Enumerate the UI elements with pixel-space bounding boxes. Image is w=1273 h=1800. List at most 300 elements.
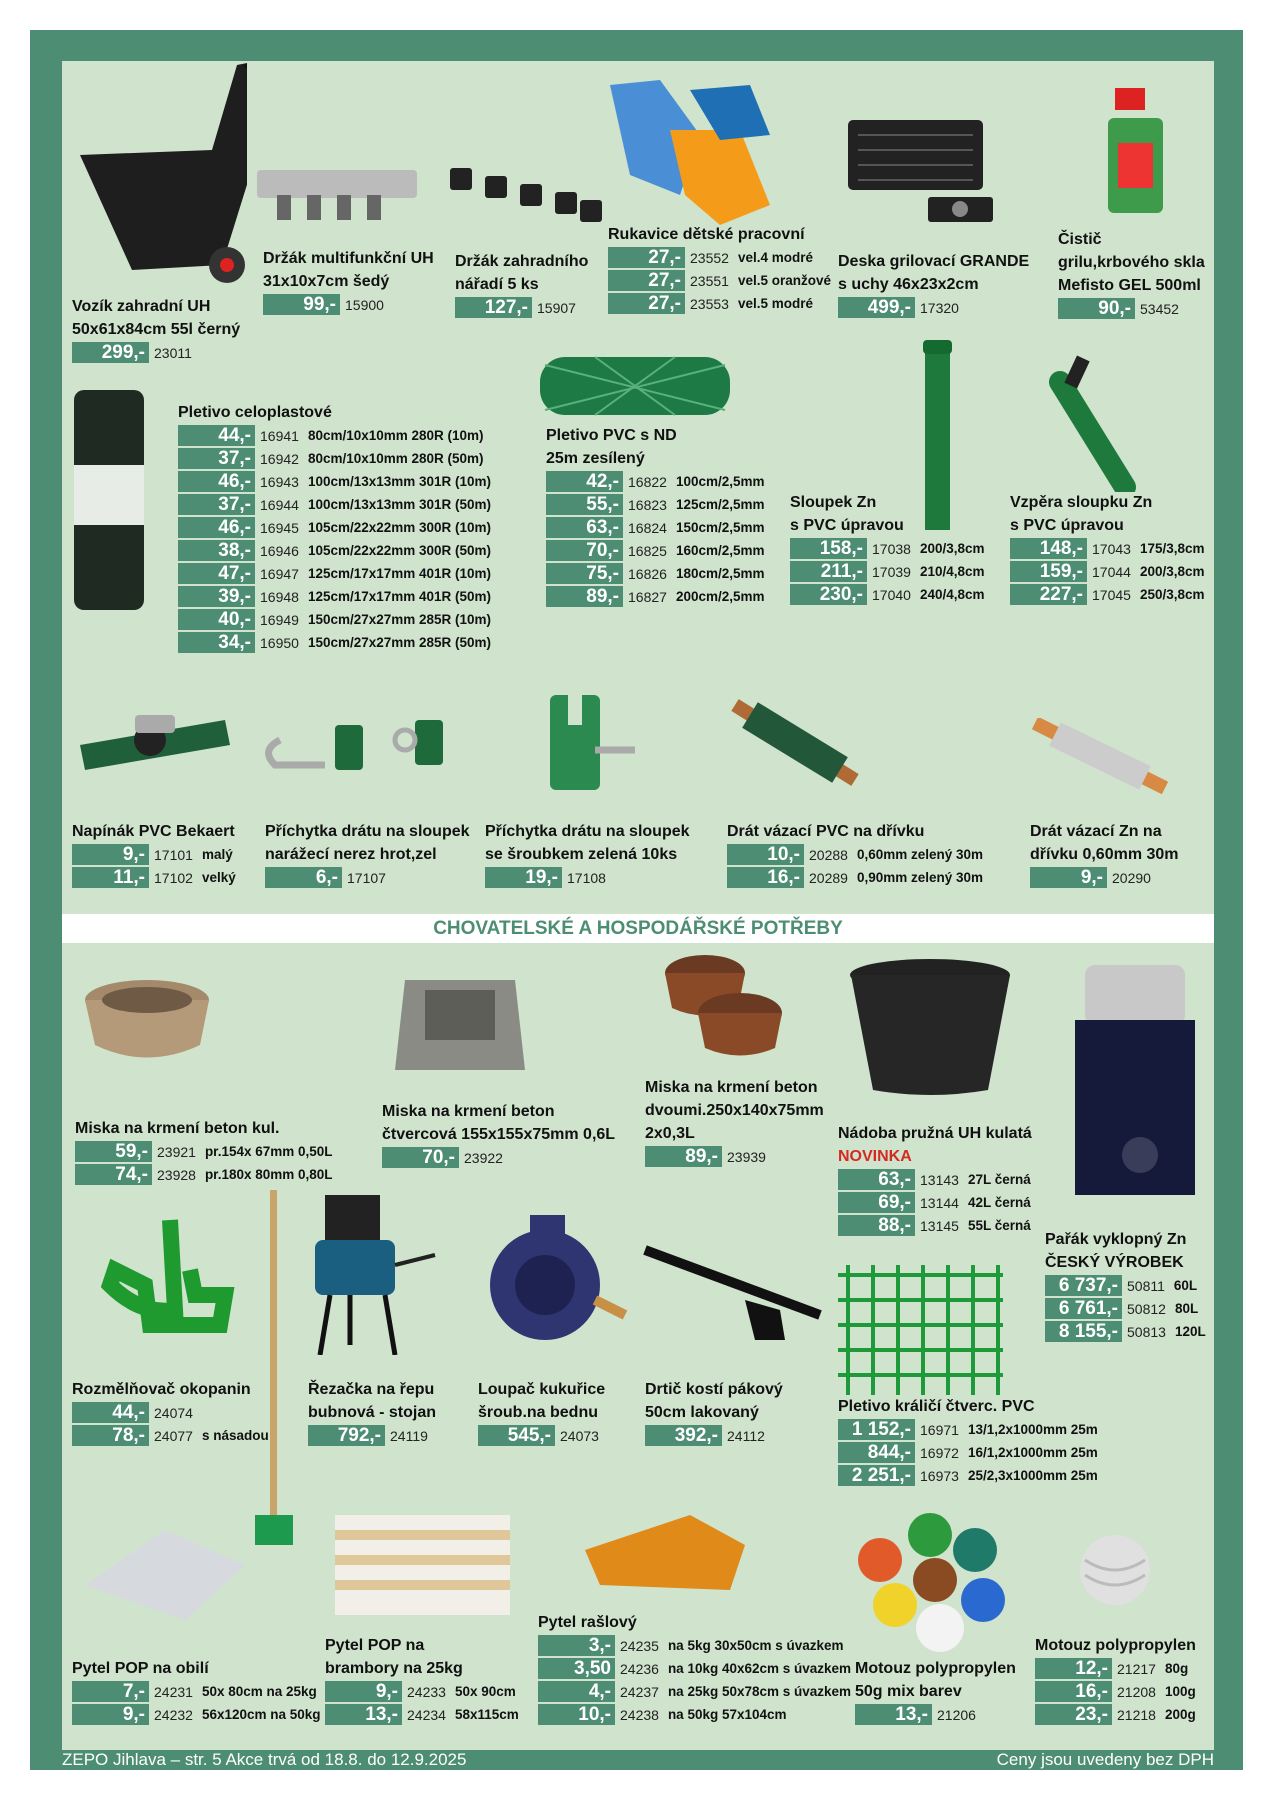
product-masher — [72, 1378, 269, 1447]
cleaner-bottle-image — [1100, 88, 1175, 218]
price-badge: 99,- — [263, 294, 340, 315]
masher-image — [100, 1215, 235, 1360]
grill-plate-image — [838, 105, 1003, 225]
variant-description: velký — [201, 870, 236, 885]
variant-description: 0,60mm zelený 30m — [856, 847, 984, 862]
product-name-line: Nádoba pružná UH kulatá — [838, 1125, 1032, 1142]
price-row — [838, 1214, 1032, 1237]
rabbit-mesh-image — [838, 1265, 1003, 1395]
product-potato-sack — [325, 1634, 519, 1726]
product-code: 24119 — [390, 1427, 428, 1444]
variant-description: 150cm/27x27mm 285R (10m) — [307, 612, 492, 627]
plastic-mesh-roll-image — [72, 390, 147, 610]
product-name-line: Držák zahradního — [455, 253, 589, 270]
price-row — [178, 424, 491, 447]
price-badge: 27,- — [608, 293, 685, 314]
product-name-line: Drtič kostí pákový — [645, 1381, 783, 1398]
product-code: 16971 — [920, 1421, 959, 1438]
price-badge: 74,- — [75, 1164, 152, 1185]
handle-image — [250, 1190, 300, 1555]
price-badge: 27,- — [608, 247, 685, 268]
product-name-line: Vzpěra sloupku Zn — [1010, 494, 1153, 511]
price-badge: 6 737,- — [1045, 1275, 1122, 1296]
product-code: 16947 — [260, 565, 299, 582]
price-row — [838, 1441, 1098, 1464]
price-badge: 70,- — [382, 1147, 459, 1168]
price-row — [72, 341, 240, 364]
product-code: 17043 — [1092, 540, 1131, 557]
product-code: 16972 — [920, 1444, 959, 1461]
price-row — [790, 537, 985, 560]
product-code: 20289 — [809, 869, 848, 886]
product-code: 16949 — [260, 611, 299, 628]
variant-description: 56x120cm na 50kg — [201, 1707, 321, 1722]
price-badge: 16,- — [1035, 1681, 1112, 1702]
price-row — [178, 608, 491, 631]
product-name-line: Sloupek Zn — [790, 494, 877, 511]
price-badge: 47,- — [178, 563, 255, 584]
variant-description: 125cm/17x17mm 401R (10m) — [307, 566, 492, 581]
price-badge: 1 152,- — [838, 1419, 915, 1440]
product-code: 16943 — [260, 473, 299, 490]
price-row — [546, 539, 765, 562]
product-name-line: Pletivo celoplastové — [178, 404, 332, 421]
price-badge: 44,- — [178, 425, 255, 446]
price-badge: 27,- — [608, 270, 685, 291]
product-code: 21218 — [1117, 1706, 1156, 1723]
product-name-line: čtvercová 155x155x75mm 0,6L — [382, 1126, 616, 1143]
product-code: 16973 — [920, 1467, 959, 1484]
variant-description: 160cm/2,5mm — [675, 543, 765, 558]
product-code: 16826 — [628, 565, 667, 582]
variant-description: 125cm/17x17mm 401R (50m) — [307, 589, 492, 604]
price-row — [485, 866, 690, 889]
price-row — [1010, 583, 1205, 606]
product-steamer — [1045, 1228, 1206, 1343]
price-badge: 78,- — [72, 1425, 149, 1446]
garden-cart-image — [72, 55, 247, 295]
product-name-line: Deska grilovací GRANDE — [838, 253, 1030, 270]
price-badge: 9,- — [72, 844, 149, 865]
price-badge: 16,- — [727, 867, 804, 888]
variant-description: 25/2,3x1000mm 25m — [967, 1468, 1098, 1483]
price-row — [1035, 1703, 1196, 1726]
product-code: 23552 — [690, 249, 729, 266]
variant-description: na 25kg 50x78cm s úvazkem — [667, 1684, 852, 1699]
square-bowl-image — [395, 975, 530, 1075]
variant-description: malý — [201, 847, 233, 862]
product-code: 23553 — [690, 295, 729, 312]
price-badge: 7,- — [72, 1681, 149, 1702]
product-name-line: Drát vázací PVC na dřívku — [727, 823, 925, 840]
product-pvc-wire — [727, 820, 983, 889]
variant-description: 200cm/2,5mm — [675, 589, 765, 604]
price-row — [1045, 1297, 1206, 1320]
price-badge: 63,- — [838, 1169, 915, 1190]
variant-description: 55L černá — [967, 1218, 1031, 1233]
price-row — [538, 1657, 851, 1680]
variant-description: 80cm/10x10mm 280R (10m) — [307, 428, 484, 443]
product-code: 21208 — [1117, 1683, 1156, 1700]
price-badge: 88,- — [838, 1215, 915, 1236]
product-name-line: Miska na krmení beton — [645, 1079, 818, 1096]
product-multi-holder — [263, 247, 434, 316]
price-badge: 69,- — [838, 1192, 915, 1213]
price-row — [838, 296, 1029, 319]
product-name-line: Vozík zahradní UH — [72, 298, 211, 315]
price-badge: 19,- — [485, 867, 562, 888]
product-name-line: Loupač kukuřice — [478, 1381, 606, 1398]
spike-clips-image — [255, 710, 465, 790]
section-heading: CHOVATELSKÉ A HOSPODÁŘSKÉ POTŘEBY — [62, 914, 1214, 943]
price-row — [645, 1424, 783, 1447]
product-code: 13145 — [920, 1217, 959, 1234]
grain-sack-image — [75, 1525, 255, 1625]
variant-description: vel.5 oranžové — [737, 273, 831, 288]
price-row — [1030, 866, 1179, 889]
product-name-line: nářadí 5 ks — [455, 276, 539, 293]
price-row — [478, 1424, 608, 1447]
product-name-line: Čistič — [1058, 231, 1102, 248]
new-badge: NOVINKA — [838, 1148, 912, 1165]
product-code: 24235 — [620, 1637, 659, 1654]
price-row — [72, 1401, 269, 1424]
price-badge: 39,- — [178, 586, 255, 607]
price-badge: 11,- — [72, 867, 149, 888]
product-code: 17107 — [347, 869, 386, 886]
twine-image — [1075, 1530, 1155, 1610]
double-bowl-image — [660, 948, 790, 1063]
product-code: 24232 — [154, 1706, 193, 1723]
price-row — [790, 560, 985, 583]
net-sack-image — [580, 1510, 750, 1595]
product-name-line: 25m zesílený — [546, 450, 645, 467]
product-name-line: Napínák PVC Bekaert — [72, 823, 235, 840]
variant-description: 180cm/2,5mm — [675, 566, 765, 581]
price-badge: 37,- — [178, 448, 255, 469]
round-bowl-image — [80, 975, 215, 1065]
price-badge: 23,- — [1035, 1704, 1112, 1725]
price-badge: 159,- — [1010, 561, 1087, 582]
footer — [62, 1750, 1214, 1770]
product-name-line: Pařák vyklopný Zn — [1045, 1231, 1187, 1248]
price-badge: 37,- — [178, 494, 255, 515]
price-badge: 148,- — [1010, 538, 1087, 559]
product-name-line: 31x10x7cm šedý — [263, 273, 390, 290]
product-name-line: brambory na 25kg — [325, 1660, 463, 1677]
product-code: 24073 — [560, 1427, 599, 1444]
corn-sheller-image — [480, 1210, 630, 1360]
variant-description: 58x115cm — [454, 1707, 519, 1722]
product-code: 17045 — [1092, 586, 1131, 603]
variant-description: 80cm/10x10mm 280R (50m) — [307, 451, 484, 466]
product-name-line: 50cm lakovaný — [645, 1404, 759, 1421]
variant-description: 105cm/22x22mm 300R (10m) — [307, 520, 492, 535]
price-badge: 127,- — [455, 297, 532, 318]
product-tool-holder — [455, 250, 588, 319]
price-badge: 9,- — [72, 1704, 149, 1725]
product-code: 50812 — [1127, 1300, 1166, 1317]
price-badge: 46,- — [178, 471, 255, 492]
product-code: 17038 — [872, 540, 911, 557]
price-row — [608, 269, 831, 292]
product-code: 20290 — [1112, 869, 1151, 886]
product-name-line: Pytel POP na obilí — [72, 1660, 209, 1677]
price-badge: 55,- — [546, 494, 623, 515]
product-name-line: Mefisto GEL 500ml — [1058, 277, 1201, 294]
price-row — [1045, 1274, 1206, 1297]
price-badge: 211,- — [790, 561, 867, 582]
product-double-bowl — [645, 1076, 824, 1168]
product-flexible-tub — [838, 1122, 1032, 1237]
product-name-line: Pytel rašlový — [538, 1614, 637, 1631]
product-name-line: Držák multifunkční UH — [263, 250, 434, 267]
flexible-tub-image — [843, 955, 1018, 1100]
price-row — [1058, 297, 1205, 320]
product-code: 17044 — [1092, 563, 1131, 580]
price-badge: 844,- — [838, 1442, 915, 1463]
price-badge: 227,- — [1010, 584, 1087, 605]
product-tensioner — [72, 820, 236, 889]
price-badge: 63,- — [546, 517, 623, 538]
variant-description: 200/3,8cm — [1139, 564, 1205, 579]
variant-description: vel.5 modré — [737, 296, 813, 311]
product-plastic-mesh — [178, 401, 491, 654]
price-row — [72, 1424, 269, 1447]
price-badge: 38,- — [178, 540, 255, 561]
product-code: 53452 — [1140, 300, 1179, 317]
price-row — [538, 1703, 851, 1726]
pvc-wire-image — [725, 695, 870, 795]
price-badge: 90,- — [1058, 298, 1135, 319]
product-name-line: Pletivo PVC s ND — [546, 427, 677, 444]
price-badge: 499,- — [838, 297, 915, 318]
variant-description: 250/3,8cm — [1139, 587, 1205, 602]
product-code: 16946 — [260, 542, 299, 559]
product-name-line: 2x0,3L — [645, 1125, 695, 1142]
product-code: 16824 — [628, 519, 667, 536]
product-pvc-mesh — [546, 424, 765, 608]
product-code: 15907 — [537, 299, 576, 316]
price-row — [178, 447, 491, 470]
price-badge: 4,- — [538, 1681, 615, 1702]
variant-description: 150cm/27x27mm 285R (50m) — [307, 635, 492, 650]
price-row — [546, 470, 765, 493]
product-code: 24074 — [154, 1404, 193, 1421]
product-name-line: Miska na krmení beton kul. — [75, 1120, 280, 1137]
price-badge: 299,- — [72, 342, 149, 363]
price-row — [75, 1140, 333, 1163]
price-row — [72, 866, 236, 889]
price-row — [75, 1163, 333, 1186]
product-code: 50813 — [1127, 1323, 1166, 1340]
product-spike-clip — [265, 820, 470, 889]
product-zinc-wire — [1030, 820, 1179, 889]
product-square-bowl — [382, 1100, 615, 1169]
product-name-line: dvoumi.250x140x75mm — [645, 1102, 824, 1119]
price-row — [178, 470, 491, 493]
price-badge: 89,- — [546, 586, 623, 607]
product-code: 24231 — [154, 1683, 193, 1700]
product-code: 16942 — [260, 450, 299, 467]
price-badge: 10,- — [538, 1704, 615, 1725]
variant-description: 100cm/13x13mm 301R (50m) — [307, 497, 492, 512]
price-badge: 89,- — [645, 1146, 722, 1167]
product-name-line: Drát vázací Zn na — [1030, 823, 1162, 840]
product-code: 17108 — [567, 869, 606, 886]
product-code: 24234 — [407, 1706, 446, 1723]
product-code: 16822 — [628, 473, 667, 490]
variant-description: 200/3,8cm — [919, 541, 985, 556]
price-badge: 3,- — [538, 1635, 615, 1656]
product-code: 16945 — [260, 519, 299, 536]
price-row — [538, 1634, 851, 1657]
product-code: 13143 — [920, 1171, 959, 1188]
product-code: 24112 — [727, 1427, 765, 1444]
product-name-line: Příchytka drátu na sloupek — [485, 823, 690, 840]
price-row — [72, 843, 236, 866]
variant-description: 210/4,8cm — [919, 564, 985, 579]
price-row — [382, 1146, 615, 1169]
price-badge: 3,50 — [538, 1658, 615, 1679]
product-code: 17039 — [872, 563, 911, 580]
variant-description: vel.4 modré — [737, 250, 813, 265]
gloves-image — [590, 75, 790, 225]
price-badge: 9,- — [1030, 867, 1107, 888]
product-code: 23551 — [690, 272, 729, 289]
price-badge: 59,- — [75, 1141, 152, 1162]
variant-description: 27L černá — [967, 1172, 1031, 1187]
product-name-line: narážecí nerez hrot,zel — [265, 846, 437, 863]
product-twine — [1035, 1634, 1196, 1726]
price-badge: 46,- — [178, 517, 255, 538]
price-row — [1035, 1680, 1196, 1703]
product-beet-cutter — [308, 1378, 437, 1447]
price-badge: 10,- — [727, 844, 804, 865]
product-rabbit-mesh — [838, 1395, 1098, 1487]
price-badge: 13,- — [325, 1704, 402, 1725]
price-row — [546, 516, 765, 539]
price-row — [178, 516, 491, 539]
zinc-wire-image — [1030, 718, 1175, 800]
price-row — [178, 585, 491, 608]
price-badge: 12,- — [1035, 1658, 1112, 1679]
price-badge: 545,- — [478, 1425, 555, 1446]
product-code: 13144 — [920, 1194, 959, 1211]
price-row — [455, 296, 588, 319]
variant-description: 100cm/13x13mm 301R (10m) — [307, 474, 492, 489]
product-code: 24238 — [620, 1706, 659, 1723]
price-row — [727, 866, 983, 889]
price-row — [1010, 560, 1205, 583]
product-code: 16944 — [260, 496, 299, 513]
steamer-image — [1070, 955, 1210, 1200]
price-badge: 792,- — [308, 1425, 385, 1446]
price-badge: 34,- — [178, 632, 255, 653]
variant-description: 240/4,8cm — [919, 587, 985, 602]
product-name-line: dřívku 0,60mm 30m — [1030, 846, 1179, 863]
product-code: 16941 — [260, 427, 299, 444]
screw-clip-image — [540, 690, 640, 800]
product-kids-gloves — [608, 223, 831, 315]
price-row — [72, 1703, 321, 1726]
product-code: 17102 — [154, 869, 193, 886]
product-code: 16823 — [628, 496, 667, 513]
product-net-sack — [538, 1611, 851, 1726]
product-grill-plate — [838, 250, 1029, 319]
price-row — [838, 1464, 1098, 1487]
price-row — [178, 562, 491, 585]
product-name-line: Rozmělňovač okopanin — [72, 1381, 251, 1398]
product-name-line: Motouz polypropylen — [855, 1660, 1016, 1677]
product-name-line: s PVC úpravou — [790, 517, 904, 534]
variant-description: na 5kg 30x50cm s úvazkem — [667, 1638, 844, 1653]
price-badge: 70,- — [546, 540, 623, 561]
product-code: 23939 — [727, 1148, 766, 1165]
clips-image — [445, 158, 605, 228]
product-name-line: grilu,krbového skla — [1058, 254, 1205, 271]
product-code: 23921 — [157, 1143, 196, 1160]
product-code: 16950 — [260, 634, 299, 651]
variant-description: na 50kg 57x104cm — [667, 1707, 787, 1722]
price-row — [838, 1418, 1098, 1441]
product-round-bowl — [75, 1117, 333, 1186]
product-name-line: 50g mix barev — [855, 1683, 962, 1700]
twine-mix-image — [855, 1510, 1020, 1660]
variant-description: 50x 80cm na 25kg — [201, 1684, 317, 1699]
variant-description: 200g — [1164, 1707, 1196, 1722]
potato-sack-image — [330, 1510, 515, 1620]
price-row — [72, 1680, 321, 1703]
product-code: 21206 — [937, 1706, 976, 1723]
product-code: 50811 — [1127, 1277, 1165, 1294]
product-fence-post — [790, 491, 985, 606]
product-name-line: Pletivo králičí čtverc. PVC — [838, 1398, 1035, 1415]
price-badge: 44,- — [72, 1402, 149, 1423]
variant-description: pr.154x 67mm 0,50L — [204, 1144, 333, 1159]
price-row — [838, 1191, 1032, 1214]
fence-strut-image — [1040, 352, 1140, 492]
beet-cutter-image — [310, 1195, 440, 1355]
price-row — [790, 583, 985, 606]
product-name-line: bubnová - stojan — [308, 1404, 436, 1421]
product-code: 24077 — [154, 1427, 193, 1444]
price-row — [178, 631, 491, 654]
footer-left: ZEPO Jihlava – str. 5 Akce trvá od 18.8. do 12.9.2025 — [62, 1750, 467, 1769]
product-name-line: šroub.na bednu — [478, 1404, 598, 1421]
product-name-line: 50x61x84cm 55l černý — [72, 321, 241, 338]
variant-description: 16/1,2x1000mm 25m — [967, 1445, 1098, 1460]
price-row — [546, 562, 765, 585]
product-code: 15900 — [345, 296, 384, 313]
product-name-line: Rukavice dětské pracovní — [608, 226, 805, 243]
product-name-line: s PVC úpravou — [1010, 517, 1124, 534]
product-name-line: Miska na krmení beton — [382, 1103, 555, 1120]
product-name-line: Pytel POP na — [325, 1637, 425, 1654]
product-corn-sheller — [478, 1378, 608, 1447]
tensioner-image — [75, 690, 235, 780]
price-badge: 392,- — [645, 1425, 722, 1446]
product-name-line: Řezačka na řepu — [308, 1381, 435, 1398]
product-code: 17320 — [920, 299, 959, 316]
variant-description: 100g — [1164, 1684, 1196, 1699]
price-row — [546, 493, 765, 516]
product-garden-cart — [72, 295, 240, 364]
variant-description: na 10kg 40x62cm s úvazkem — [667, 1661, 852, 1676]
price-row — [308, 1424, 437, 1447]
product-code: 23011 — [154, 344, 192, 361]
price-row — [538, 1680, 851, 1703]
